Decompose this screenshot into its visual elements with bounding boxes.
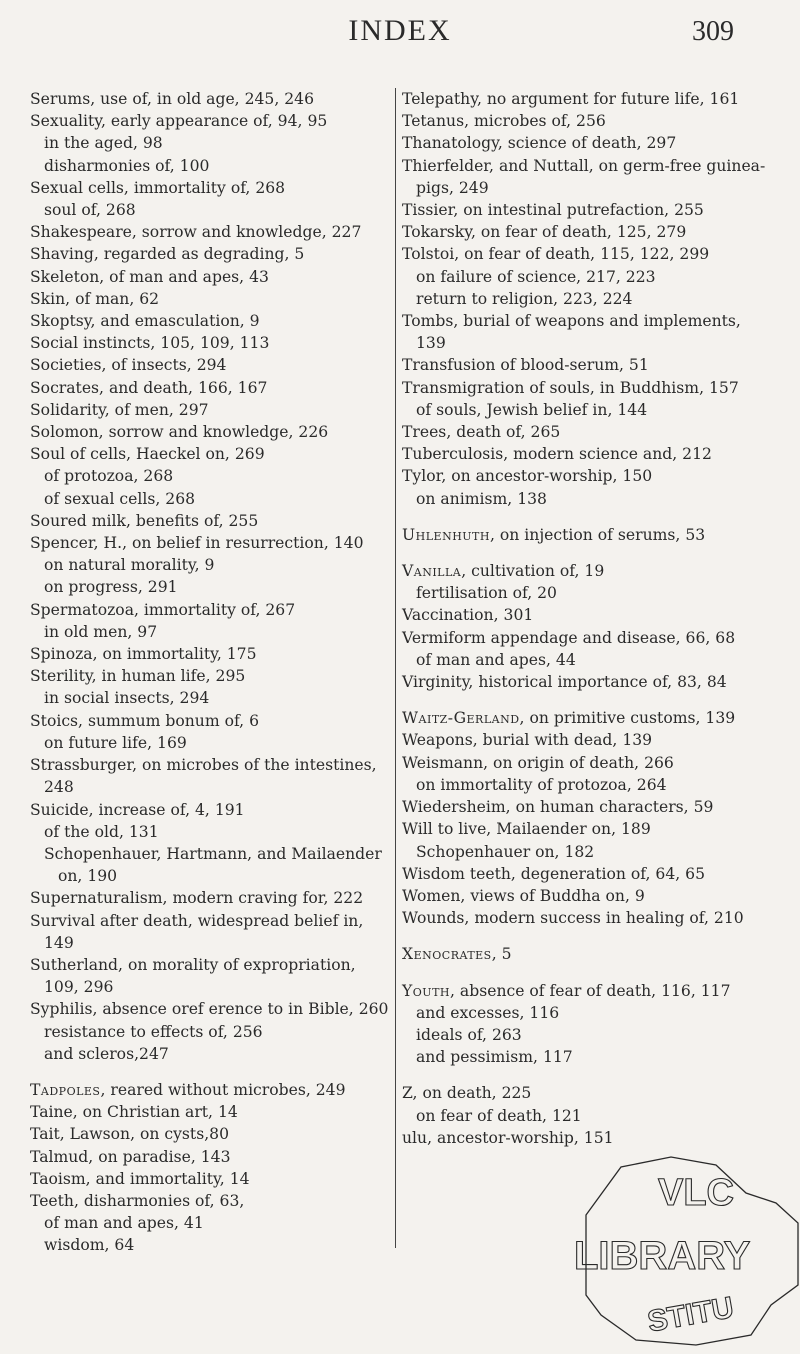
index-subentry: of man and apes, 41 <box>44 1214 204 1233</box>
index-subentry: wisdom, 64 <box>44 1236 135 1255</box>
index-entry: Survival after death, widespread belief in, 149 <box>30 911 364 952</box>
stamp-top-text: VLC <box>658 1172 734 1214</box>
index-entry: Sexuality, early appearance of, 94, 95 <box>30 112 328 131</box>
index-subentry: Schopenhauer on, 182 <box>416 842 595 861</box>
index-entry: Wounds, modern success in healing of, 210 <box>402 909 744 928</box>
index-entry: Tylor, on ancestor-worship, 150 <box>402 467 653 486</box>
index-subentry: on animism, 138 <box>416 489 547 508</box>
index-subentry: on progress, 291 <box>44 578 178 597</box>
index-entry: Sterility, in human life, 295 <box>30 667 246 686</box>
index-entry: Vaccination, 301 <box>402 606 534 625</box>
index-entry: Women, views of Buddha on, 9 <box>402 886 645 905</box>
index-entry: Supernaturalism, modern craving for, 222 <box>30 889 364 908</box>
right-column <box>402 88 772 1149</box>
index-subentry: ideals of, 263 <box>416 1025 522 1044</box>
index-subentry: on fear of death, 121 <box>416 1106 582 1125</box>
index-subentry: on future life, 169 <box>44 733 187 752</box>
index-entry: ulu, ancestor-worship, 151 <box>402 1128 614 1147</box>
index-entry: Thanatology, science of death, 297 <box>402 134 677 153</box>
index-entry: Wisdom teeth, degeneration of, 64, 65 <box>402 864 706 883</box>
index-subentry: of man and apes, 44 <box>416 650 576 669</box>
stamp-middle-text: LIBRARY <box>574 1234 751 1278</box>
index-entry: Taoism, and immortality, 14 <box>30 1169 250 1188</box>
index-entry: Uhlenhuth, on injection of serums, 53 <box>402 525 706 544</box>
index-subentry: in the aged, 98 <box>44 134 163 153</box>
stamp-bottom-text: STITU <box>645 1291 737 1339</box>
index-entry: Youth, absence of fear of death, 116, 117 <box>402 981 731 1000</box>
index-entry: Trees, death of, 265 <box>402 423 561 442</box>
library-stamp-graphic <box>566 1145 800 1350</box>
index-subentry: and excesses, 116 <box>416 1003 560 1022</box>
index-entry: Xenocrates, 5 <box>402 945 512 964</box>
index-entry: Soul of cells, Haeckel on, 269 <box>30 445 265 464</box>
index-entry: Stoics, summum bonum of, 6 <box>30 711 260 730</box>
index-entry: Thierfelder, and Nuttall, on germ-free guinea-pigs, 249 <box>402 156 766 197</box>
index-entry: Spencer, H., on belief in resurrection, 140 <box>30 534 364 553</box>
index-entry: Talmud, on paradise, 143 <box>30 1147 231 1166</box>
index-entry: Spermatozoa, immortality of, 267 <box>30 600 296 619</box>
index-subentry: on immortality of protozoa, 264 <box>416 775 667 794</box>
index-entry: Tolstoi, on fear of death, 115, 122, 299 <box>402 245 710 264</box>
index-subentry: fertilisation of, 20 <box>416 584 557 603</box>
index-subentry: of sexual cells, 268 <box>44 489 196 508</box>
index-entry: Socrates, and death, 166, 167 <box>30 378 268 397</box>
page-header <box>0 14 800 64</box>
index-entry: Transmigration of souls, in Buddhism, 157 <box>402 378 739 397</box>
index-entry: Tadpoles, reared without microbes, 249 <box>30 1080 346 1099</box>
index-entry: Taine, on Christian art, 14 <box>30 1103 238 1122</box>
index-entry: Solomon, sorrow and knowledge, 226 <box>30 423 329 442</box>
index-subentry: and scleros,247 <box>44 1044 169 1063</box>
index-subentry: Schopenhauer, Hartmann, and Mailaender on, 190 <box>44 844 382 886</box>
library-stamp <box>566 1145 800 1350</box>
index-entry: Skeleton, of man and apes, 43 <box>30 267 269 286</box>
index-entry: Sutherland, on morality of expropriation, 109, 296 <box>30 955 356 997</box>
index-subentry: of the old, 131 <box>44 822 159 841</box>
index-entry: Weapons, burial with dead, 139 <box>402 731 653 750</box>
index-entry: Will to live, Mailaender on, 189 <box>402 820 651 839</box>
index-entry: Tombs, burial of weapons and implements, 139 <box>402 312 741 353</box>
index-subentry: and pessimism, 117 <box>416 1048 573 1067</box>
index-subentry: of protozoa, 268 <box>44 467 174 486</box>
index-entry: Skin, of man, 62 <box>30 289 160 308</box>
index-entry: Shakespeare, sorrow and knowledge, 227 <box>30 223 362 242</box>
index-entry: Tokarsky, on fear of death, 125, 279 <box>402 223 687 242</box>
index-subentry: on natural morality, 9 <box>44 556 215 575</box>
index-entry: Soured milk, benefits of, 255 <box>30 511 259 530</box>
index-entry: Suicide, increase of, 4, 191 <box>30 800 245 819</box>
index-entry: Telepathy, no argument for future life, 161 <box>402 90 740 108</box>
index-entry: Social instincts, 105, 109, 113 <box>30 334 270 353</box>
index-entry: Vanilla, cultivation of, 19 <box>402 562 605 581</box>
page-number: 309 <box>692 16 734 47</box>
index-entry: Spinoza, on immortality, 175 <box>30 645 257 664</box>
index-subentry: of souls, Jewish belief in, 144 <box>416 400 648 419</box>
index-subentry: in old men, 97 <box>44 622 158 641</box>
index-entry: Tissier, on intestinal putrefaction, 255 <box>402 201 704 220</box>
index-entry: Teeth, disharmonies of, 63, <box>30 1191 245 1210</box>
index-entry: Waitz-Gerland, on primitive customs, 139 <box>402 709 736 728</box>
index-entry: Strassburger, on microbes of the intestines, 248 <box>30 756 377 797</box>
index-entry: Societies, of insects, 294 <box>30 356 227 375</box>
left-column <box>30 88 390 1257</box>
column-divider <box>395 88 396 1248</box>
index-entry: Shaving, regarded as degrading, 5 <box>30 245 305 264</box>
index-entry: Transfusion of blood-serum, 51 <box>402 356 649 375</box>
index-entry: Weismann, on origin of death, 266 <box>402 753 674 772</box>
index-subentry: soul of, 268 <box>44 201 136 220</box>
index-entry: Vermiform appendage and disease, 66, 68 <box>402 628 736 647</box>
index-subentry: disharmonies of, 100 <box>44 156 210 175</box>
index-entry: Sexual cells, immortality of, 268 <box>30 178 286 197</box>
index-entry: Syphilis, absence oref erence to in Bible, 260 <box>30 1000 389 1019</box>
index-subentry: on failure of science, 217, 223 <box>416 267 656 286</box>
index-entry: Z, on death, 225 <box>402 1084 532 1103</box>
index-subentry: in social insects, 294 <box>44 689 210 708</box>
index-entry: Wiedersheim, on human characters, 59 <box>402 798 714 817</box>
page-title: INDEX <box>348 14 452 47</box>
index-entry: Virginity, historical importance of, 83, 84 <box>402 673 727 692</box>
index-entry: Tait, Lawson, on cysts,80 <box>30 1125 230 1144</box>
index-entry: Serums, use of, in old age, 245, 246 <box>30 90 315 108</box>
index-entry: Tetanus, microbes of, 256 <box>402 112 606 131</box>
index-entry: Tuberculosis, modern science and, 212 <box>402 445 712 464</box>
index-entry: Solidarity, of men, 297 <box>30 400 209 419</box>
index-subentry: return to religion, 223, 224 <box>416 289 633 308</box>
index-entry: Skoptsy, and emasculation, 9 <box>30 312 260 331</box>
index-subentry: resistance to effects of, 256 <box>44 1022 263 1041</box>
